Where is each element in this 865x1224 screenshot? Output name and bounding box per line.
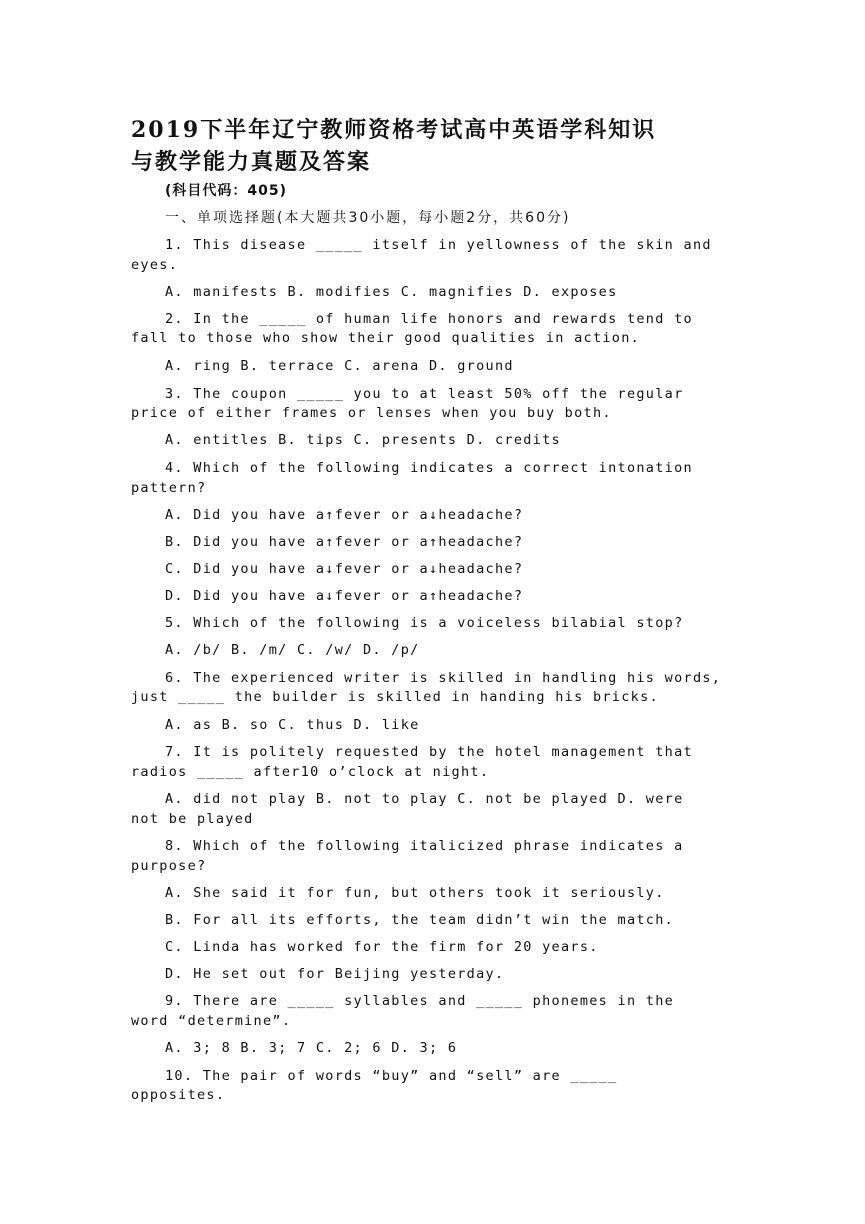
question-5-options: A. /b/ B. /m/ C. /w/ D. /p/ <box>165 642 420 658</box>
question-10-text-cont: opposites. <box>131 1087 226 1103</box>
question-2-text: 2. In the _____ of human life honors and rewards tend to <box>165 311 693 327</box>
question-1-options: A. manifests B. modifies C. magnifies D. exposes <box>165 284 618 300</box>
question-9-options: A. 3; 8 B. 3; 7 C. 2; 6 D. 3; 6 <box>165 1040 458 1056</box>
question-9-text-cont: word “determine”. <box>131 1013 292 1029</box>
document-title <box>131 114 731 178</box>
question-6-text-cont: just _____ the builder is skilled in handing his bricks. <box>131 689 659 705</box>
question-10-text: 10. The pair of words “buy” and “sell” are _____ <box>165 1068 618 1084</box>
question-7-options-cont: not be played <box>131 811 254 827</box>
question-1-text-cont: eyes. <box>131 257 179 273</box>
question-4-option-d: D. Did you have a↓fever or a↑headache? <box>165 588 524 604</box>
question-4-option-a: A. Did you have a↑fever or a↓headache? <box>165 507 524 523</box>
question-8-option-b: B. For all its efforts, the team didn’t win the match. <box>165 912 675 928</box>
question-4-text: 4. Which of the following indicates a correct intonation <box>165 460 693 476</box>
question-7-text-cont: radios _____ after10 o’clock at night. <box>131 764 490 780</box>
question-8-option-c: C. Linda has worked for the firm for 20 years. <box>165 939 599 955</box>
question-6-text: 6. The experienced writer is skilled in handling his words, <box>165 670 722 686</box>
question-9-text: 9. There are _____ syllables and _____ phonemes in the <box>165 993 675 1009</box>
section-heading: 一、单项选择题(本大题共30小题，每小题2分，共60分) <box>165 210 571 226</box>
question-4-text-cont: pattern? <box>131 480 207 496</box>
title-line-2: 与教学能力真题及答案 <box>131 149 372 175</box>
question-7-options: A. did not play B. not to play C. not be played D. were <box>165 791 684 807</box>
question-8-option-a: A. She said it for fun, but others took it seriously. <box>165 885 665 901</box>
question-1-text: 1. This disease _____ itself in yellowness of the skin and <box>165 237 712 253</box>
title-line-1: 2019下半年辽宁教师资格考试高中英语学科知识 <box>131 117 657 143</box>
question-5-text: 5. Which of the following is a voiceless bilabial stop? <box>165 615 684 631</box>
question-4-option-c: C. Did you have a↓fever or a↓headache? <box>165 561 524 577</box>
question-6-options: A. as B. so C. thus D. like <box>165 717 420 733</box>
question-2-text-cont: fall to those who show their good qualities in action. <box>131 330 641 346</box>
question-3-text-cont: price of either frames or lenses when you buy both. <box>131 405 612 421</box>
question-8-text-cont: purpose? <box>131 858 207 874</box>
question-7-text: 7. It is politely requested by the hotel management that <box>165 744 693 760</box>
question-8-text: 8. Which of the following italicized phrase indicates a <box>165 838 684 854</box>
question-3-options: A. entitles B. tips C. presents D. credits <box>165 432 561 448</box>
question-3-text: 3. The coupon _____ you to at least 50% off the regular <box>165 386 684 402</box>
subject-code: (科目代码：405) <box>165 183 288 199</box>
question-2-options: A. ring B. terrace C. arena D. ground <box>165 358 514 374</box>
question-4-option-b: B. Did you have a↑fever or a↑headache? <box>165 534 524 550</box>
question-8-option-d: D. He set out for Beijing yesterday. <box>165 966 505 982</box>
